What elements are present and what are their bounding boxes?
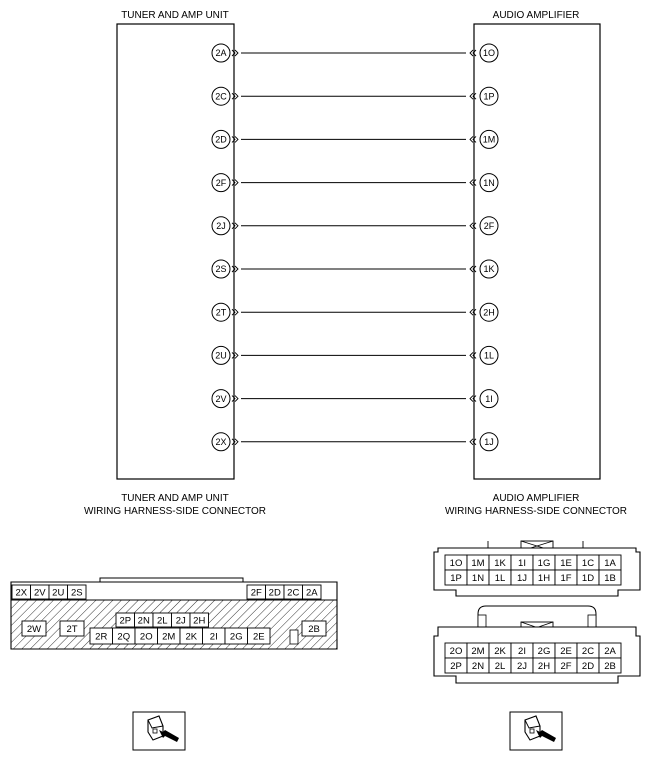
right-pin-label: 1K bbox=[483, 264, 495, 275]
pin-cell-label: 2C bbox=[287, 587, 300, 599]
right-pin-label: 1J bbox=[484, 437, 494, 447]
pin-cell-label: 2P bbox=[119, 615, 132, 627]
pin-cell-label: 2H bbox=[537, 660, 551, 672]
wire bbox=[212, 87, 498, 105]
pin-cell-label: 2I bbox=[209, 631, 218, 643]
pin-cell-label: 1E bbox=[560, 557, 572, 569]
pin-cell-label: 2L bbox=[156, 615, 168, 627]
pin-cell-label: 2J bbox=[516, 660, 528, 672]
pin-cell-label: 1F bbox=[560, 572, 572, 584]
right-pin-label: 1M bbox=[482, 134, 496, 145]
pin-cell-label: 1G bbox=[537, 557, 551, 569]
pin-cell-label: 2P bbox=[450, 660, 462, 672]
connector-view-icon bbox=[510, 712, 562, 750]
connector-view-icon bbox=[133, 712, 185, 750]
left-pin-label: 2U bbox=[215, 350, 227, 361]
pin-cell-label: 2A bbox=[604, 645, 616, 657]
left-pin-label: 2T bbox=[215, 307, 227, 318]
pin-cell-label: 2O bbox=[449, 645, 463, 657]
pin-cell-label: 2N bbox=[137, 615, 150, 627]
pin-cell-label: 1H bbox=[537, 572, 551, 584]
pin-cell-label: 1D bbox=[581, 572, 595, 584]
left-pin-label: 2J bbox=[216, 221, 226, 231]
audio-amp-harness-connector-2 bbox=[434, 606, 640, 683]
pin-cell-label: 2K bbox=[185, 631, 198, 643]
left-unit-title: TUNER AND AMP UNIT bbox=[121, 10, 229, 21]
pin-cell-label: 2L bbox=[494, 660, 506, 672]
right-unit-title: AUDIO AMPLIFIER bbox=[492, 10, 580, 21]
pin-cell-label: 2B bbox=[308, 623, 320, 635]
pin-cell-label: 1N bbox=[471, 572, 485, 584]
tuner-amp-harness-connector bbox=[11, 578, 337, 649]
pin-cell-label: 2E bbox=[560, 645, 572, 657]
wire bbox=[212, 174, 498, 192]
pin-cell-label: 1L bbox=[494, 572, 506, 584]
left-connector-caption-1: TUNER AND AMP UNIT bbox=[121, 493, 229, 504]
left-pin-label: 2V bbox=[215, 393, 227, 404]
left-pin-label: 2S bbox=[215, 264, 227, 275]
pin-cell-label: 2S bbox=[70, 587, 83, 599]
pin-cell-label: 2Q bbox=[117, 631, 131, 643]
wire bbox=[212, 260, 498, 278]
wire bbox=[212, 44, 498, 62]
pin-cell-label: 1B bbox=[604, 572, 616, 584]
wire bbox=[212, 346, 498, 364]
pin-cell-label: 2V bbox=[33, 587, 46, 599]
pin-cell-label: 2J bbox=[175, 615, 186, 627]
pin-cell-label: 1C bbox=[581, 557, 595, 569]
pin-cell-label: 2G bbox=[537, 645, 551, 657]
wire bbox=[212, 217, 498, 235]
pin-cell-label: 2U bbox=[52, 587, 65, 599]
pin-cell-label: 1P bbox=[450, 572, 462, 584]
left-connector-caption-2: WIRING HARNESS-SIDE CONNECTOR bbox=[83, 506, 267, 517]
pin-cell-label: 2F bbox=[560, 660, 572, 672]
pin-cell-label: 2X bbox=[15, 587, 28, 599]
pin-cell-label: 2A bbox=[305, 587, 318, 599]
pin-cell-label: 2E bbox=[252, 631, 265, 643]
pin-cell-label: 2H bbox=[193, 615, 206, 627]
pin-cell-label: 2O bbox=[139, 631, 153, 643]
pin-cell-label: 1J bbox=[516, 572, 528, 584]
wire bbox=[212, 130, 498, 148]
pin-cell-label: 1K bbox=[494, 557, 506, 569]
right-pin-label: 1I bbox=[485, 393, 493, 404]
left-pin-label: 2A bbox=[215, 48, 227, 59]
right-pin-label: 2H bbox=[483, 307, 495, 318]
pin-cell-label: 2I bbox=[518, 645, 526, 657]
right-pin-label: 1L bbox=[483, 350, 495, 361]
pin-cell-label: 2B bbox=[604, 660, 616, 672]
pin-cell-label: 1O bbox=[449, 557, 463, 569]
wire bbox=[212, 303, 498, 321]
right-pin-label: 1O bbox=[482, 48, 496, 59]
right-pin-label: 1N bbox=[483, 177, 495, 188]
pin-cell-label: 1M bbox=[471, 557, 485, 569]
pin-cell-label: 1I bbox=[518, 557, 526, 569]
left-pin-label: 2X bbox=[215, 437, 227, 447]
pin-cell-label: 2D bbox=[268, 587, 281, 599]
left-pin-label: 2D bbox=[215, 134, 227, 145]
right-pin-label: 2F bbox=[483, 221, 495, 231]
pin-cell-label: 2R bbox=[95, 631, 108, 643]
pin-cell-label: 2F bbox=[250, 587, 262, 599]
pin-cell-label: 2M bbox=[471, 645, 485, 657]
pin-cell-label: 2D bbox=[581, 660, 595, 672]
pin-cell-label: 2T bbox=[66, 623, 78, 635]
pin-cell-label: 1A bbox=[604, 557, 616, 569]
wire bbox=[212, 433, 498, 451]
left-pin-label: 2C bbox=[215, 91, 227, 102]
pin-cell-label: 2M bbox=[162, 631, 176, 643]
pin-cell-label: 2C bbox=[581, 645, 595, 657]
right-connector-caption-1: AUDIO AMPLIFIER bbox=[492, 493, 580, 504]
pin-cell-label: 2K bbox=[494, 645, 506, 657]
pin-cell-label: 2W bbox=[26, 623, 42, 635]
pin-cell-label: 2G bbox=[229, 631, 243, 643]
pin-cell-label: 2N bbox=[471, 660, 485, 672]
audio-amp-harness-connector-1 bbox=[434, 541, 640, 596]
right-connector-caption-2: WIRING HARNESS-SIDE CONNECTOR bbox=[444, 506, 628, 517]
wire-list bbox=[212, 44, 498, 451]
right-pin-label: 1P bbox=[483, 91, 495, 102]
wire bbox=[212, 390, 498, 408]
left-pin-label: 2F bbox=[215, 177, 227, 188]
